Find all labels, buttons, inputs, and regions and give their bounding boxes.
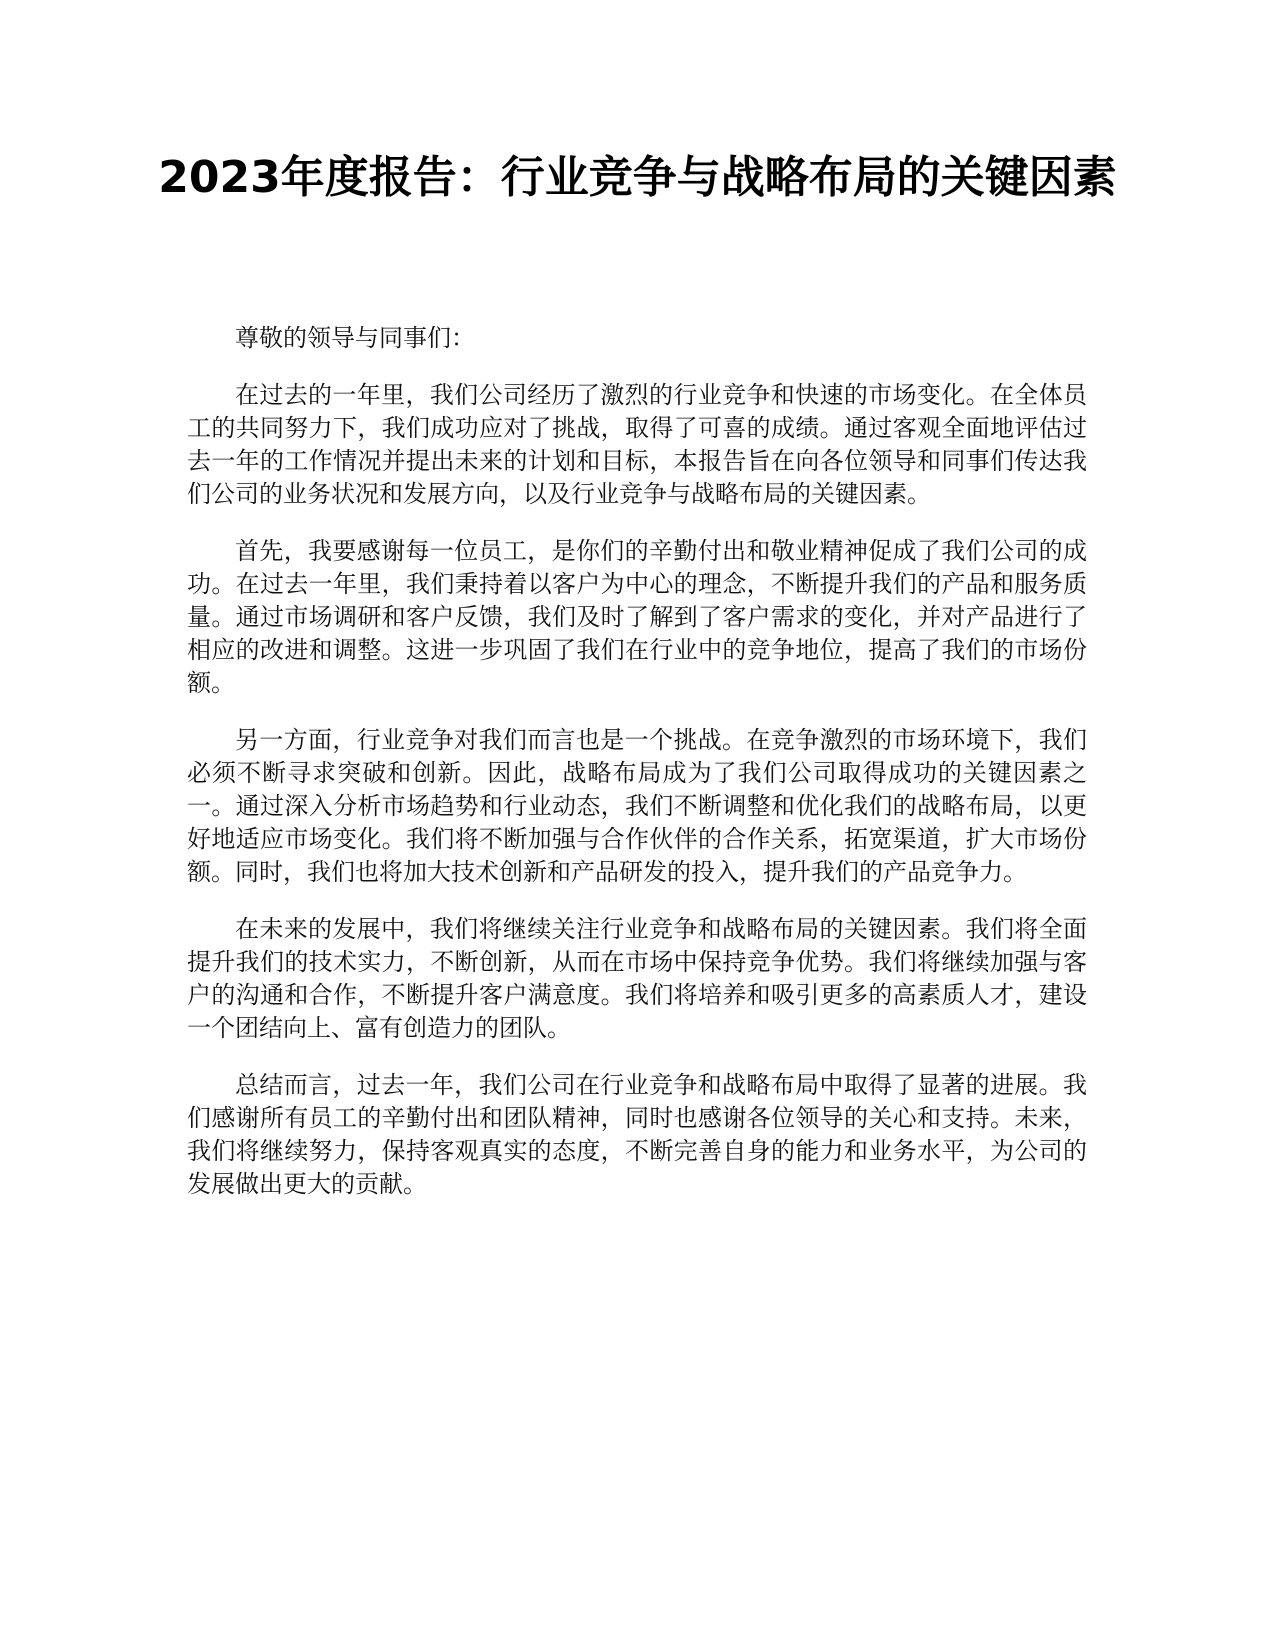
document-body [187, 322, 1087, 1225]
paragraph-5: 总结而言，过去一年，我们公司在行业竞争和战略布局中取得了显著的进展。我们感谢所有员工的辛勤付出和团队精神，同时也感谢各位领导的关心和支持。未来，我们将继续努力，保持客观真实的态度，不断完善自身的能力和业务水平，为公司的发展做出更大的贡献。 [187, 1071, 1087, 1198]
paragraph-4: 在未来的发展中，我们将继续关注行业竞争和战略布局的关键因素。我们将全面提升我们的技术实力，不断创新，从而在市场中保持竞争优势。我们将继续加强与客户的沟通和合作，不断提升客户满意度。我们将培养和吸引更多的高素质人才，建设一个团结向上、富有创造力的团队。 [187, 915, 1087, 1042]
paragraph-3: 另一方面，行业竞争对我们而言也是一个挑战。在竞争激烈的市场环境下，我们必须不断寻求突破和创新。因此，战略布局成为了我们公司取得成功的关键因素之一。通过深入分析市场趋势和行业动态，我们不断调整和优化我们的战略布局，以更好地适应市场变化。我们将不断加强与合作伙伴的合作关系，拓宽渠道，扩大市场份额。同时，我们也将加大技术创新和产品研发的投入，提升我们的产品竞争力。 [187, 726, 1087, 886]
paragraph-1: 在过去的一年里，我们公司经历了激烈的行业竞争和快速的市场变化。在全体员工的共同努力下，我们成功应对了挑战，取得了可喜的成绩。通过客观全面地评估过去一年的工作情况并提出未来的计划和目标，本报告旨在向各位领导和同事们传达我们公司的业务状况和发展方向，以及行业竞争与战略布局的关键因素。 [187, 381, 1087, 508]
greeting: 尊敬的领导与同事们： [235, 324, 475, 352]
paragraph-2: 首先，我要感谢每一位员工，是你们的辛勤付出和敬业精神促成了我们公司的成功。在过去一年里，我们秉持着以客户为中心的理念，不断提升我们的产品和服务质量。通过市场调研和客户反馈，我们及时了解到了客户需求的变化，并对产品进行了相应的改进和调整。这进一步巩固了我们在行业中的竞争地位，提高了我们的市场份额。 [187, 537, 1087, 697]
document-title: 2023年度报告：行业竞争与战略布局的关键因素 [158, 152, 1117, 203]
